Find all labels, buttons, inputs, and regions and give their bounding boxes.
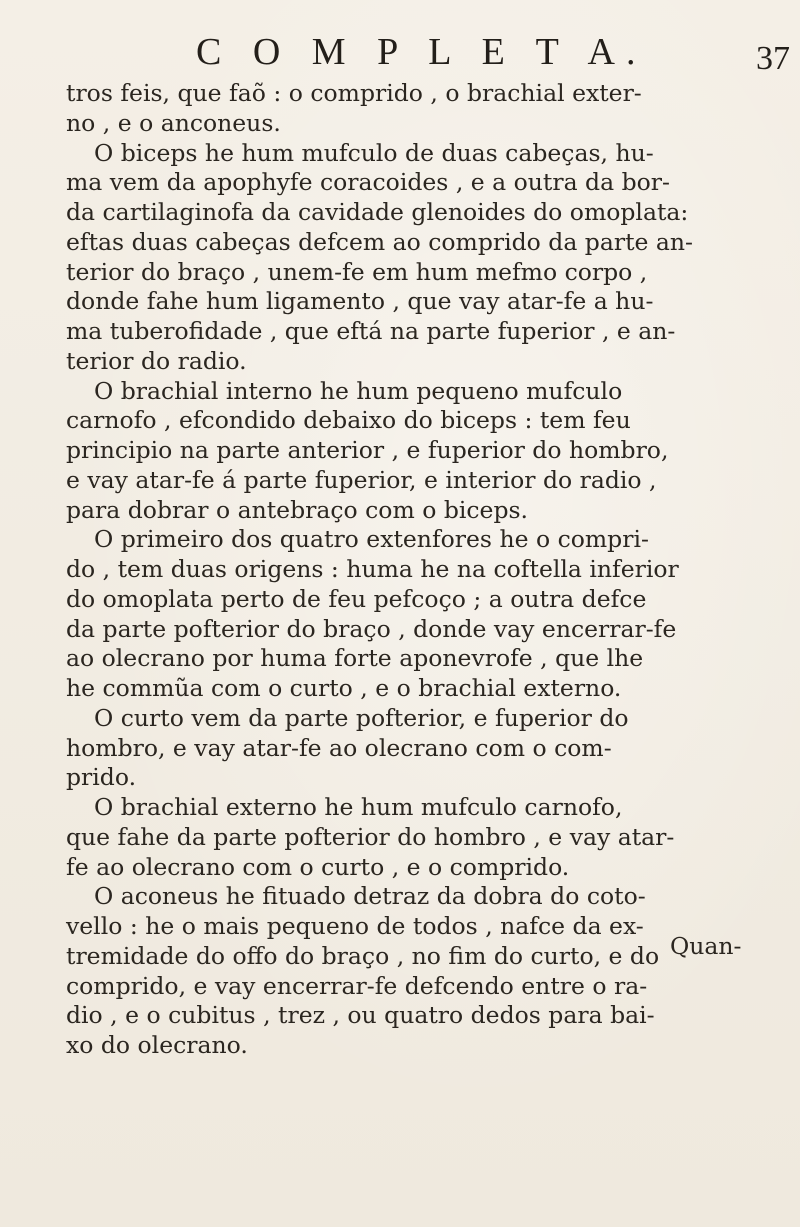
text-line: e vay atar-fe á parte fuperior, e interior do radio , <box>66 465 657 494</box>
paragraph-start-aconeus: O aconeus he fituado detraz da dobra do coto- <box>94 882 646 911</box>
text-line: ma vem da apophyfe coracoides , e a outra da bor- <box>66 168 670 197</box>
text-line: he commũa com o curto , e o brachial externo. <box>66 674 622 702</box>
text-line: para dobrar o antebraço com o biceps. <box>66 495 529 524</box>
body-text <box>66 79 766 1061</box>
text-line: principio na parte anterior , e fuperior do hombro, <box>66 436 669 464</box>
text-line: ao olecrano por huma forte aponevrofe , que lhe <box>66 644 644 673</box>
text-line: eftas duas cabeças defcem ao comprido da parte an- <box>66 227 693 256</box>
text-line: do omoplata perto de feu pefcoço ; a outra defce <box>66 584 647 613</box>
text-line: tremidade do offo do braço , no fim do curto, e do <box>66 941 660 970</box>
text-line: carnofo , efcondido debaixo do biceps : tem feu <box>66 406 631 435</box>
text-line: do , tem duas origens : huma he na coftella inferior <box>66 555 679 583</box>
text-line: fe ao olecrano com o curto , e o comprido. <box>66 852 570 881</box>
catchword: Quan- <box>670 932 742 960</box>
text-line: donde fahe hum ligamento , que vay atar-fe a hu- <box>66 287 654 316</box>
paragraph-start-brachial-interno: O brachial interno he hum pequeno mufculo <box>94 376 623 405</box>
text-line: tros feis, que faõ : o comprido , o brachial exter- <box>66 79 642 107</box>
paragraph-start-extensores: O primeiro dos quatro extenfores he o compri- <box>94 525 649 554</box>
text-line: no , e o anconeus. <box>66 108 281 137</box>
text-line: terior do radio. <box>66 346 247 375</box>
paragraph-start-curto: O curto vem da parte pofterior, e fuperior do <box>94 703 629 732</box>
text-line: vello : he o mais pequeno de todos , nafce da ex- <box>66 912 644 940</box>
text-line: hombro, e vay atar-fe ao olecrano com o com- <box>66 733 612 762</box>
text-line: xo do olecrano. <box>66 1031 248 1059</box>
page-header <box>196 30 796 77</box>
text-line: comprido, e vay encerrar-fe defcendo entre o ra- <box>66 971 648 1000</box>
page-number: 37 <box>756 40 790 77</box>
text-line: prido. <box>66 763 137 792</box>
text-line: que fahe da parte pofterior do hombro , e vay atar- <box>66 822 675 851</box>
running-title: C O M P L E T A. <box>196 31 647 73</box>
text-line: da parte pofterior do braço , donde vay encerrar-fe <box>66 614 677 643</box>
paragraph-start-biceps: O biceps he hum mufculo de duas cabeças, hu- <box>94 138 654 167</box>
paragraph-start-brachial-externo: O brachial externo he hum mufculo carnofo, <box>94 793 623 821</box>
text-line: ma tuberofidade , que eftá na parte fuperior , e an- <box>66 317 676 345</box>
text-line: dio , e o cubitus , trez , ou quatro dedos para bai- <box>66 1001 655 1030</box>
text-line: terior do braço , unem-fe em hum mefmo corpo , <box>66 257 648 286</box>
text-line: da cartilaginofa da cavidade glenoides do omoplata: <box>66 198 689 226</box>
